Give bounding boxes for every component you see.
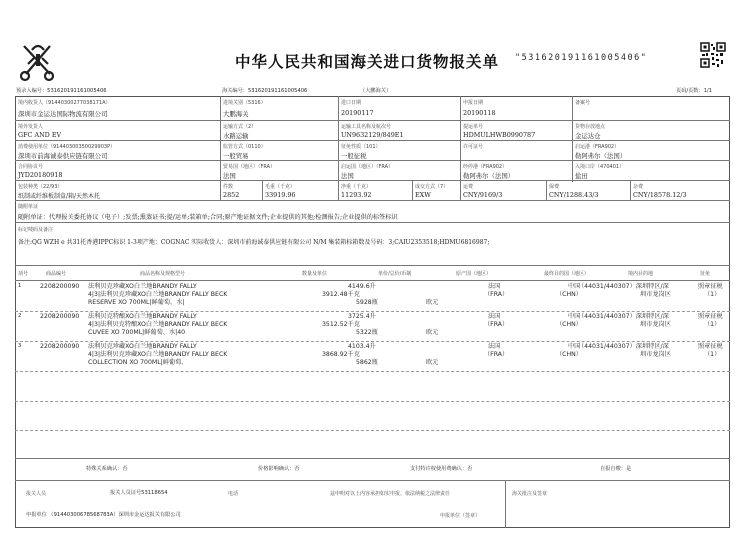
pieces-label: 件数 [223, 184, 234, 190]
transport-tool-value: UN9632129/849E1 [341, 131, 404, 139]
transit-port-value: 勒阿弗尔（法国） [463, 172, 515, 180]
trade-country-value: 法国 [223, 172, 236, 180]
goods-header-price: 单价/总价/币制 [378, 271, 412, 277]
docs-label: 随附单证 [18, 204, 39, 210]
import-date-label: 进口日期 [341, 100, 362, 106]
net-value: 11293.92 [341, 191, 372, 199]
insurance-value: CNY/1288.43/3 [549, 191, 599, 199]
page-label: 页码/页数： [676, 88, 704, 94]
bill-no-label: 提运单号 [463, 124, 484, 130]
entry-place-label: 入境口岸（470401） [575, 164, 625, 170]
shipper-label: 境外发货人 [18, 124, 44, 130]
remarks-label: 标记唛码及备注 [18, 227, 54, 233]
transit-port-label: 经停港（FRA902） [463, 164, 508, 170]
goods-header-name: 商品名称及规格型号 [140, 271, 186, 277]
transport-tool-label: 运输工具名称及航次号 [341, 124, 392, 130]
consignee-value: 深圳市金运达国际物流有限公司 [18, 110, 108, 118]
entry-port-label: 进境关别（5316） [223, 100, 266, 106]
self-report-confirm: 自报自缴：是 [600, 466, 632, 472]
trade-country-label: 贸易国（地区）（FRA） [223, 164, 276, 170]
customs-no-label: 海关编号： [222, 88, 248, 94]
declarant-label: 报关人员 [26, 491, 47, 497]
declarant-cert-value: 53118654 [141, 490, 168, 496]
freight-value: CNY/9169/3 [463, 191, 503, 199]
customs-remark-label: 海关批注及签章 [512, 491, 548, 497]
deal-label: 成交方式（7） [415, 184, 449, 190]
misc-value: CNY/18578.12/3 [633, 191, 687, 199]
sequence-number: "531620191161005406" [515, 53, 648, 63]
goods-header-code: 商品编号 [46, 271, 67, 277]
depart-country-label: 启运国（地区）（FRA） [341, 164, 394, 170]
page-value: 1/1 [703, 88, 713, 94]
goods-header-levy: 征免 [700, 271, 711, 277]
consignee-label: 境内收货人（91440300277038171A） [18, 100, 111, 106]
pieces-value: 2852 [223, 191, 240, 199]
gross-label: 毛重（千克） [265, 184, 296, 190]
levy-label: 征免性质（101） [341, 144, 381, 150]
goods-header-domestic: 境内目的地 [628, 271, 654, 277]
customs-no-value: 531620191161005406 [247, 88, 308, 94]
record-no-label: 备案号 [575, 100, 591, 106]
consumer-label: 消费使用单位（91440300350029903P） [18, 144, 116, 150]
royalty-confirm: 支付特许权使用费确认：否 [410, 466, 473, 472]
pre-entry-value: 531620191161005406 [47, 88, 107, 94]
storage-label: 货物存放地点 [575, 124, 606, 130]
package-label: 包装种类（22/93） [18, 184, 63, 190]
declare-date-label: 申报日期 [463, 100, 484, 106]
entry-port-value: 大鹏海关 [223, 110, 249, 118]
insurance-label: 保费 [549, 184, 560, 190]
remarks-value: 备注:QG WZH e 共31托香港IPPC标识 1-3项产地：COGNAC 实际收货人：深圳市前海诚泰供应链有限公司 N/M 集装箱标箱数及号码：3;CAIU2353518;HDMU6816987; [18, 239, 490, 246]
customs-emblem-icon [18, 40, 58, 84]
goods-header-origin: 原产国（地区） [456, 271, 492, 277]
bill-no-value: HDMULHWB0990787 [463, 131, 536, 139]
document-title: 中华人民共和国海关进口货物报关单 [235, 53, 500, 71]
declaration-statement: 兹申明对以上内容承担如实申报、依法纳税之法律责任 [330, 491, 451, 497]
origin-port-label: 启运港（FRA902） [575, 144, 620, 150]
supervision-value: 一般贸易 [223, 152, 249, 160]
transport-mode-value: 水路运输 [223, 132, 249, 140]
depart-country-value: 法国 [341, 172, 354, 180]
shipper-value: GFC AND EV [18, 131, 62, 139]
storage-value: 金运达仓 [575, 132, 601, 140]
docs-value: 随附单证：代理报关委托协议（电子）;发票;熏蒸证书;提/运单;装箱单;合同;原产地证据文件;企业提供的其他;检测报告;企业提供的标签标识 [18, 214, 398, 221]
contract-value: JYD20180918 [18, 171, 63, 179]
declaring-unit-label: 申报单位 [26, 512, 47, 518]
gross-value: 33919.96 [265, 191, 296, 199]
customs-declaration-page: 中华人民共和国海关进口货物报关单 "531620191161005406" 预录入编号：531620191161005406 海关编号：531620191161005406 （大鹏海关） 页码/页数：1/1 境内收货人（91440300277038171A） 深圳市金运达国际物流有限公司 进境关别（5316） 大鹏海关 进口日期 20190117 申报日期 20190118 备案号 境外发货人 GFC AND EV 运输方式（2） 水路运输 运输工具名称及航次号 UN9632129/849E1 提运单号 HDMULHWB0990787 货物存放地点 金运达仓 消费使用单位（91440300350029903P） 深圳市前海诚泰供应链有限公司 监管方式（0110） 一般贸易 征免性质（101） 一般征税 许可证号 启运港（FRA902） 勒阿弗尔（法国） 合同协议号 JYD20180918 贸易国（地区）（FRA） 法国 启运国（地区）（FRA） 法国 经停港（FRA902） 勒阿弗尔（法国） 入境口岸（470401） 盐田 包装种类（22/93） 纸制或纤维板制盒/箱/天然木托 件数 2852 毛重（千克） 33919.96 净重（千克） 11293.92 成交方式（7） EXW 运费 CNY/9169/3 保费 CNY/1288.43/3 杂费 CNY/18578.12/3 随附单证 随附单证：代理报关委托协议（电子）;发票;熏蒸证书;提/运单;装箱单;合同;原产地证据文件;企业提供的其他;检测报告;企业提供的标签标识 标记唛码及备注 备注:QG WZH e 共31托香港IPPC标识 1-3项产地：COGNAC 实际收货人：深圳市前海诚泰供应链有限公司 N/M 集装箱标箱数及号码：3;CAIU2353518;HDMU6816987; 项号 商品编号 商品名称及规格型号 数量及单位 单价/总价/币制 原产国（地区） 最终目的国（地区） 境内目的地 征免 1 2208200090 法利贝克珍藏XO白兰地BRANDY FALLY 4|3|法利贝克珍藏XO白兰地BRANDY FALLY BECK RESERVE XO 700ML|鲜葡萄、水| 4149.6升 3912.48千克 5928瓶 欧元 法国 （FRA） 中国 （CHN） （44031/440307）深圳特区/深 圳市龙岗区 照章征税 （1） 2 2208200090 法利贝克特酿XO白兰地BRANDY FALLY 4|3|法利贝克特酿XO白兰地BRANDY FALLY BECK CUVEE XO 700ML|鲜葡萄、水|40 3725.4升 3512.52千克 5322瓶 欧元 法国 （FRA） 中国 （CHN） （44031/440307）深圳特区/深 圳市龙岗区 照章征税 （1） 3 2208200090 法利贝克珍藏XO白兰地BRANDY FALLY 4|3|法利贝克珍藏XO白兰地BRANDY FALLY BECK COLLECTION XO 700ML|鲜葡萄、 4103.4升 3868.92千克 5862瓶 欧元 法国 （FRA） 中国 （CHN） （44031/440307）深圳特区/深 圳市龙岗区 照章征税 （1） 特殊关系确认：否 价格影响确认：否 支付特许权使用费确认：否 自报自缴：是 报关人员 报关人员证号53118654 电话 兹申明对以上内容承担如实申报、依法纳税之法律责任 海关批注及签章 申报单位 （91440300678568783A）深圳市金运达报关有限公司 申报单位（签章） [0, 0, 750, 533]
levy-value: 一般征税 [341, 152, 367, 160]
qr-code-icon [700, 42, 726, 68]
supervision-label: 监管方式（0110） [223, 144, 266, 150]
phone-label: 电话 [228, 491, 239, 497]
unit-seal-label: 申报单位（签章） [440, 513, 481, 519]
declaring-unit-value: （91440300678568783A）深圳市金运达报关有限公司 [48, 512, 181, 518]
transport-mode-label: 运输方式（2） [223, 124, 257, 130]
consumer-value: 深圳市前海诚泰供应链有限公司 [18, 152, 108, 160]
package-value: 纸制或纤维板制盒/箱/天然木托 [18, 193, 101, 200]
goods-header-dest: 最终目的国（地区） [544, 271, 590, 277]
goods-header-no: 项号 [18, 271, 29, 277]
declarant-cert-label: 报关人员证号 [110, 490, 142, 496]
import-date-value: 20190117 [341, 109, 374, 117]
goods-header-qty: 数量及单位 [302, 271, 328, 277]
pre-entry-label: 预录入编号： [16, 88, 48, 94]
entry-place-value: 盐田 [575, 172, 588, 180]
freight-label: 运费 [463, 184, 474, 190]
deal-value: EXW [415, 191, 431, 199]
customs-office: （大鹏海关） [360, 88, 392, 94]
misc-label: 杂费 [633, 184, 644, 190]
origin-port-value: 勒阿弗尔（法国） [575, 152, 627, 160]
declare-date-value: 20190118 [463, 109, 496, 117]
price-influence-confirm: 价格影响确认：否 [258, 466, 300, 472]
special-relation-confirm: 特殊关系确认：否 [86, 466, 128, 472]
net-label: 净重（千克） [341, 184, 372, 190]
contract-label: 合同协议号 [18, 164, 44, 170]
license-label: 许可证号 [463, 144, 484, 150]
